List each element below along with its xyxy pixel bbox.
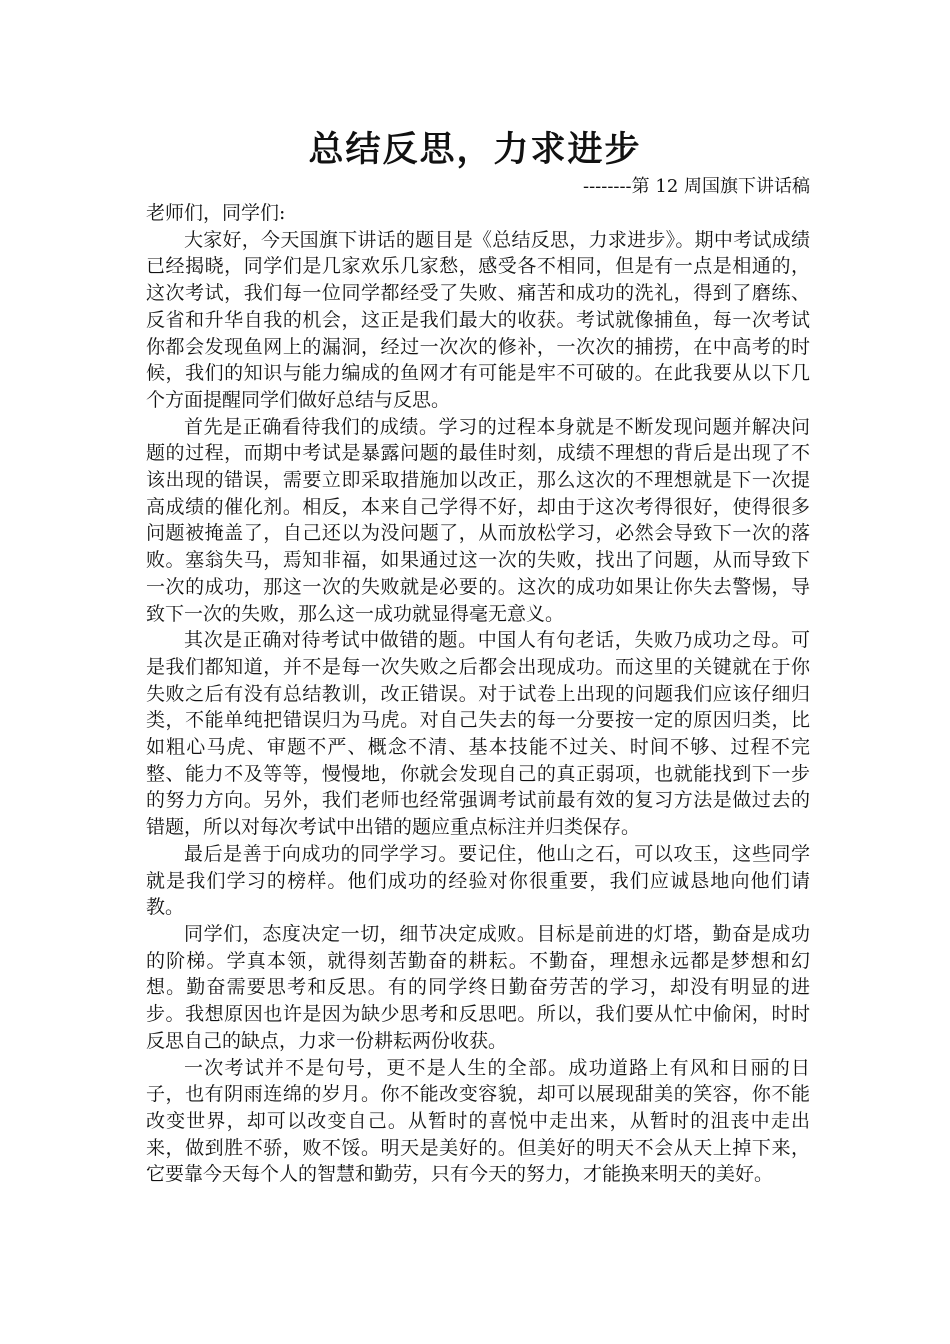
paragraph-attitude: 同学们，态度决定一切，细节决定成败。目标是前进的灯塔，勤奋是成功的阶梯。学真本领，就得刻苦勤奋的耕耘。不勤奋，理想永远都是梦想和幻想。勤奋需要思考和反思。有的同学终日勤奋劳苦的学习，却没有明显的进步。我想原因也许是因为缺少思考和反思吧。所以，我们要从忙中偷闲，时时反思自己的缺点，力求一份耕耘两份收获。: [146, 922, 810, 1052]
paragraph-second-point: 其次是正确对待考试中做错的题。中国人有句老话，失败乃成功之母。可是我们都知道，并不是每一次失败之后都会出现成功。而这里的关键就在于你失败之后有没有总结教训，改正错误。对于试卷上出现的问题我们应该仔细归类，不能单纯把错误归为马虎。对自己失去的每一分要按一定的原因归类，比如粗心马虎、审题不严、概念不清、基本技能不过关、时间不够、过程不完整、能力不及等等，慢慢地，你就会发现自己的真正弱项，也就能找到下一步的努力方向。另外，我们老师也经常强调考试前最有效的复习方法是做过去的错题，所以对每次考试中出错的题应重点标注并归类保存。: [146, 629, 810, 839]
salutation: 老师们，同学们:: [146, 202, 286, 224]
paragraph-intro: 大家好，今天国旗下讲话的题目是《总结反思，力求进步》。期中考试成绩已经揭晓，同学们是几家欢乐几家愁，感受各不相同，但是有一点是相通的，这次考试，我们每一位同学都经受了失败、痛苦和成功的洗礼，得到了磨练、反省和升华自我的机会，这正是我们最大的收获。考试就像捕鱼，每一次考试你都会发现鱼网上的漏洞，经过一次次的修补，一次次的捕捞，在中高考的时候，我们的知识与能力编成的鱼网才有可能是牢不可破的。在此我要从以下几个方面提醒同学们做好总结与反思。: [146, 228, 810, 411]
paragraph-last-point: 最后是善于向成功的同学学习。要记住，他山之石，可以攻玉，这些同学就是我们学习的榜样。他们成功的经验对你很重要，我们应诚恳地向他们请教。: [146, 842, 810, 919]
document-subtitle: --------第 12 周国旗下讲话稿: [582, 176, 810, 197]
paragraph-first-point: 首先是正确看待我们的成绩。学习的过程本身就是不断发现问题并解决问题的过程，而期中考试是暴露问题的最佳时刻，成绩不理想的背后是出现了不该出现的错误，需要立即采取措施加以改正，那么这次的不理想就是下一次提高成绩的催化剂。相反，本来自己学得不好，却由于这次考得很好，使得很多问题被掩盖了，自己还以为没问题了，从而放松学习，必然会导致下一次的落败。塞翁失马，焉知非福，如果通过这一次的失败，找出了问题，从而导致下一次的成功，那这一次的失败就是必要的。这次的成功如果让你失去警惕，导致下一次的失败，那么这一成功就显得毫无意义。: [146, 415, 810, 625]
document-title: 总结反思，力求进步: [308, 130, 642, 170]
document-body: [146, 200, 810, 1188]
paragraph-conclusion: 一次考试并不是句号，更不是人生的全部。成功道路上有风和日丽的日子，也有阴雨连绵的岁月。你不能改变容貌，却可以展现甜美的笑容，你不能改变世界，却可以改变自己。从暂时的喜悦中走出来，从暂时的沮丧中走出来，做到胜不骄，败不馁。明天是美好的。但美好的明天不会从天上掉下来，它要靠今天每个人的智慧和勤劳，只有今天的努力，才能换来明天的美好。: [146, 1056, 810, 1186]
